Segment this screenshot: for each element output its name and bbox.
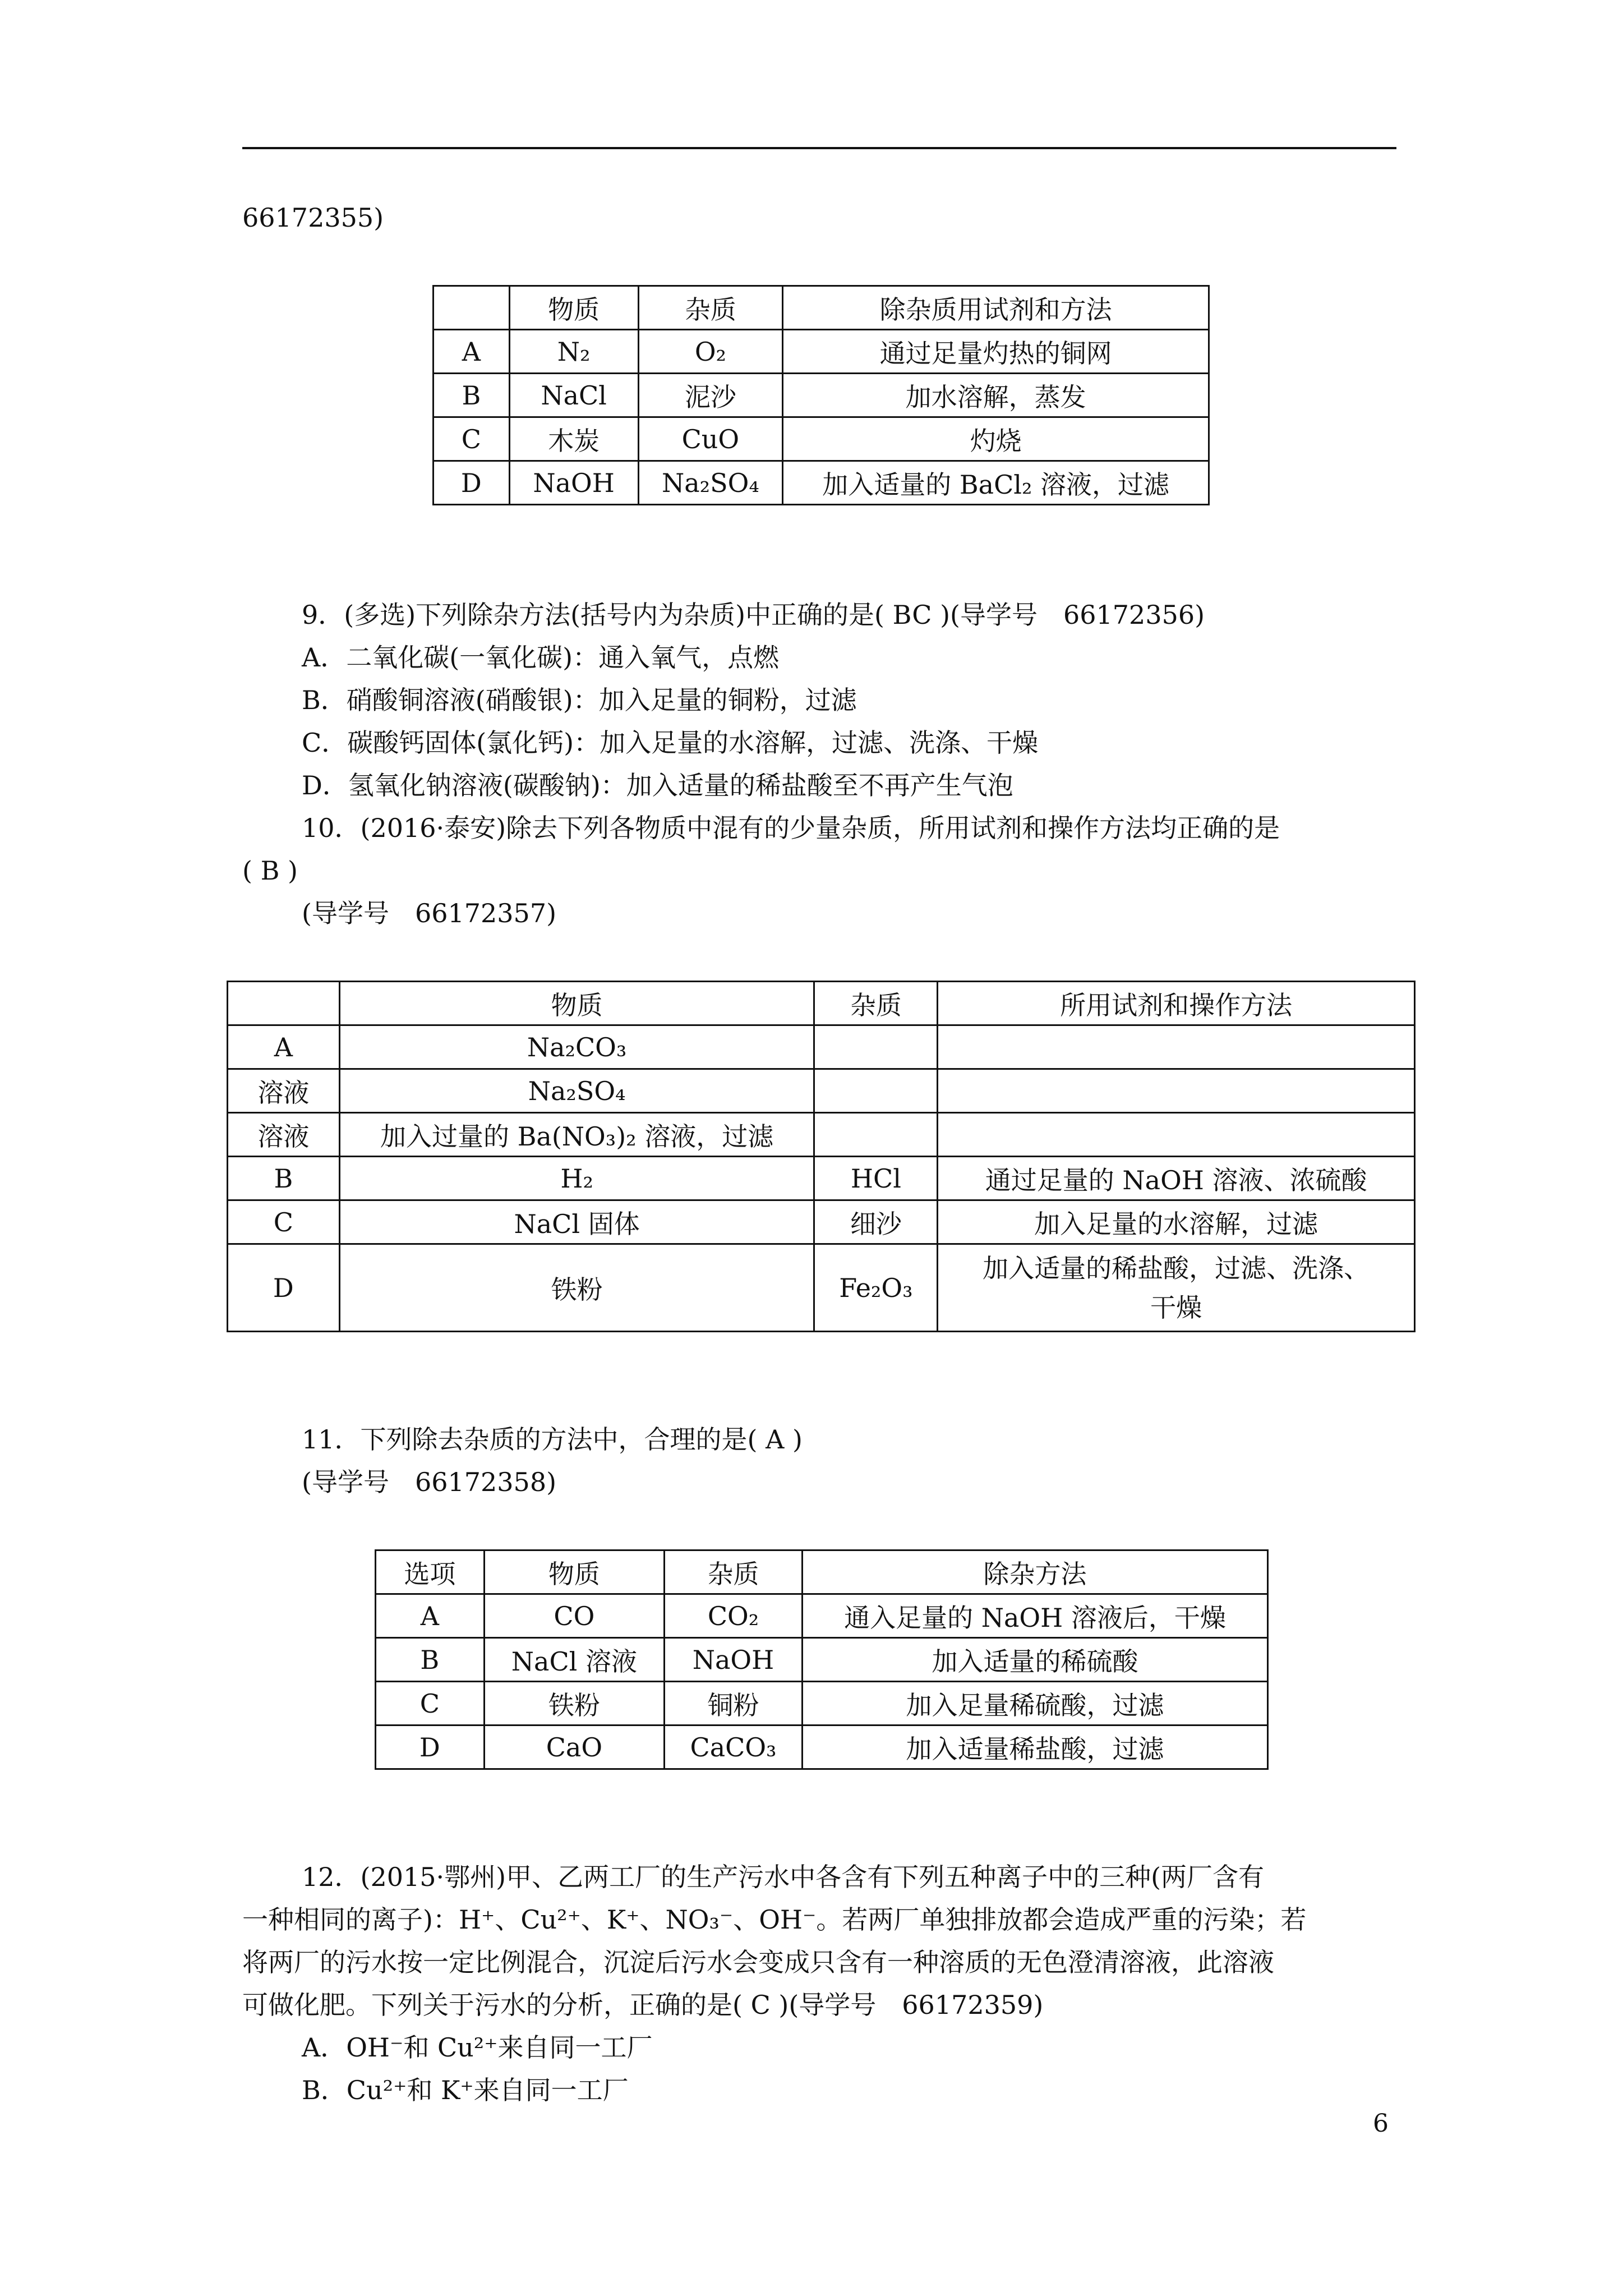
impurity-cell: Na₂SO₄ [638,461,783,505]
header-cell: 选项 [376,1550,485,1594]
question-9-option-c: C．碳酸钙固体(氯化钙)：加入足量的水溶解，过滤、洗涤、干燥 [302,728,1039,758]
row-label: C [434,417,510,461]
method-cell [938,1025,1415,1069]
method-cell: 加入适量的 BaCl₂ 溶液，过滤 [783,461,1209,505]
question-10-ref: (导学号 66172357) [302,898,557,928]
impurity-cell: Fe₂O₃ [814,1244,938,1332]
substance-cell: 木炭 [509,417,638,461]
substance-cell: 铁粉 [484,1682,664,1726]
method-cell: 加入适量的稀硫酸 [802,1638,1267,1682]
substance-cell: 加入过量的 Ba(NO₃)₂ 溶液，过滤 [339,1113,814,1157]
impurity-cell: CO₂ [665,1594,803,1638]
row-label: B [434,374,510,417]
question-11-stem: 11．下列除去杂质的方法中，合理的是( A ) [302,1424,803,1455]
table-impurity-removal-1 [432,285,1210,505]
method-cell [938,1113,1415,1157]
impurity-cell: CuO [638,417,783,461]
row-label: 溶液 [228,1113,340,1157]
table-row [434,330,1209,374]
table-row [228,1157,1415,1200]
row-label: 溶液 [228,1069,340,1113]
impurity-cell [814,1069,938,1113]
row-label: A [434,330,510,374]
method-cell: 通过足量的 NaOH 溶液、浓硫酸 [938,1157,1415,1200]
question-10-stem: 10．(2016·泰安)除去下列各物质中混有的少量杂质，所用试剂和操作方法均正确的是 [302,813,1280,843]
impurity-cell: CaCO₃ [665,1726,803,1769]
substance-cell: NaOH [509,461,638,505]
header-cell: 杂质 [814,982,938,1025]
substance-cell: Na₂CO₃ [339,1025,814,1069]
substance-cell: NaCl 固体 [339,1200,814,1244]
question-10-answer: ( B ) [242,855,298,886]
question-9-stem: 9．(多选)下列除杂方法(括号内为杂质)中正确的是( BC )(导学号 66172356) [302,600,1205,630]
question-12-stem-line1: 12．(2015·鄂州)甲、乙两工厂的生产污水中各含有下列五种离子中的三种(两厂含有 [302,1862,1265,1892]
header-rule [242,147,1396,149]
substance-cell: CaO [484,1726,664,1769]
table-row [376,1682,1268,1726]
question-9-option-a: A．二氧化碳(一氧化碳)：通入氧气，点燃 [302,642,780,673]
method-cell: 灼烧 [783,417,1209,461]
header-cell [228,982,340,1025]
header-cell: 除杂方法 [802,1550,1267,1594]
question-12-option-a: A．OH⁻和 Cu²⁺来自同一工厂 [302,2032,653,2063]
question-12-stem-line4: 可做化肥。下列关于污水的分析，正确的是( C )(导学号 66172359) [242,1990,1044,2020]
row-label: B [376,1638,485,1682]
page-number: 6 [1373,2109,1389,2138]
substance-cell: CO [484,1594,664,1638]
header-cell: 物质 [339,982,814,1025]
question-11-ref: (导学号 66172358) [302,1467,557,1497]
table-row [228,1244,1415,1332]
method-line: 干燥 [1150,1292,1202,1323]
method-cell: 加水溶解，蒸发 [783,374,1209,417]
header-cell: 杂质 [638,286,783,330]
method-cell: 加入适量稀盐酸，过滤 [802,1726,1267,1769]
continued-ref-number: 66172355) [242,203,384,233]
method-cell [938,1244,1415,1332]
row-label: A [376,1594,485,1638]
impurity-cell: HCl [814,1157,938,1200]
table-header-row [376,1550,1268,1594]
row-label: D [228,1244,340,1332]
substance-cell: NaCl [509,374,638,417]
header-cell: 物质 [484,1550,664,1594]
impurity-cell: 铜粉 [665,1682,803,1726]
question-9-option-b: B．硝酸铜溶液(硝酸银)：加入足量的铜粉，过滤 [302,685,857,715]
substance-cell: NaCl 溶液 [484,1638,664,1682]
table-impurity-removal-2 [227,981,1415,1332]
substance-cell: N₂ [509,330,638,374]
question-12-stem-line3: 将两厂的污水按一定比例混合，沉淀后污水会变成只含有一种溶质的无色澄清溶液，此溶液 [242,1947,1274,1977]
table-row [228,1200,1415,1244]
impurity-cell: 细沙 [814,1200,938,1244]
table-row [434,374,1209,417]
impurity-cell [814,1113,938,1157]
method-cell: 加入足量稀硫酸，过滤 [802,1682,1267,1726]
row-label: B [228,1157,340,1200]
substance-cell: H₂ [339,1157,814,1200]
row-label: A [228,1025,340,1069]
substance-cell: 铁粉 [339,1244,814,1332]
method-cell [938,1069,1415,1113]
method-cell: 加入足量的水溶解，过滤 [938,1200,1415,1244]
row-label: C [376,1682,485,1726]
table-impurity-removal-3 [375,1549,1269,1770]
row-label: D [376,1726,485,1769]
question-12-stem-line2: 一种相同的离子)：H⁺、Cu²⁺、K⁺、NO₃⁻、OH⁻。若两厂单独排放都会造成严重的污染；若 [242,1904,1307,1935]
table-row [434,461,1209,505]
header-cell: 所用试剂和操作方法 [938,982,1415,1025]
table-header-row [434,286,1209,330]
table-row [434,417,1209,461]
header-cell: 除杂质用试剂和方法 [783,286,1209,330]
substance-cell: Na₂SO₄ [339,1069,814,1113]
table-row [376,1638,1268,1682]
header-cell: 杂质 [665,1550,803,1594]
table-row [376,1726,1268,1769]
impurity-cell: O₂ [638,330,783,374]
table-header-row [228,982,1415,1025]
impurity-cell: 泥沙 [638,374,783,417]
header-cell [434,286,510,330]
table-row [228,1025,1415,1069]
method-cell: 通入足量的 NaOH 溶液后，干燥 [802,1594,1267,1638]
impurity-cell [814,1025,938,1069]
row-label: D [434,461,510,505]
question-9-option-d: D．氢氧化钠溶液(碳酸钠)：加入适量的稀盐酸至不再产生气泡 [302,770,1013,800]
table-row [376,1594,1268,1638]
method-line: 加入适量的稀盐酸，过滤、洗涤、 [983,1253,1370,1283]
header-cell: 物质 [509,286,638,330]
table-row [228,1069,1415,1113]
row-label: C [228,1200,340,1244]
question-12-option-b: B．Cu²⁺和 K⁺来自同一工厂 [302,2075,629,2105]
method-cell: 通过足量灼热的铜网 [783,330,1209,374]
table-row [228,1113,1415,1157]
impurity-cell: NaOH [665,1638,803,1682]
